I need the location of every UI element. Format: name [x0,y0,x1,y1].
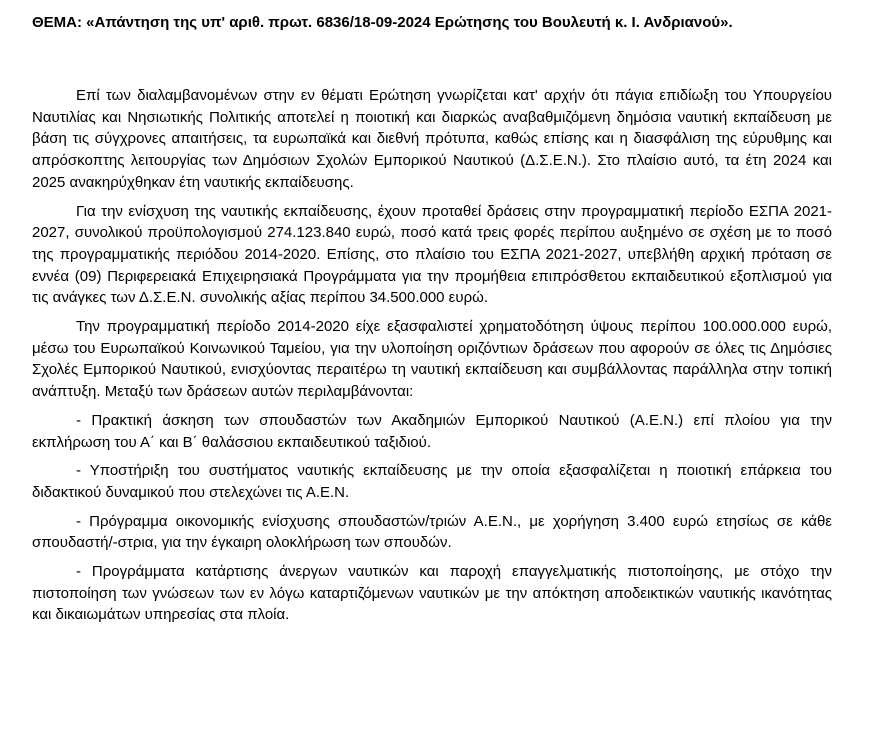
paragraph-espa-funding: Για την ενίσχυση της ναυτικής εκπαίδευσης, έχουν προταθεί δράσεις στην προγραμματική περίοδο ΕΣΠΑ 2021-2027, συνολικού προϋπολογισμού 274.123.840 ευρώ, ποσό κατά τρεις φορές περίπου αυξημένο σε σχέση με το ποσό της προγραμματικής περιόδου 2014-2020. Επίσης, στο πλαίσιο του ΕΣΠΑ 2021-2027, υπεβλήθη αρχική πρόταση σε εννέα (09) Περιφερειακά Επιχειρησιακά Προγράμματα για την προμήθεια επιπρόσθετου εκπαιδευτικού εξοπλισμού για τις ανάγκες των Δ.Σ.Ε.Ν. συνολικής αξίας περίπου 34.500.000 ευρώ. [32,202,832,307]
list-item-unemployed-training: - Προγράμματα κατάρτισης άνεργων ναυτικών και παροχή επαγγελματικής πιστοποίησης, με στόχο την πιστοποίηση των γνώσεων των εν λόγω καταρτιζόμενων ναυτικών με την απόκτηση αποδεικτικών ναυτικής ικανότητας και δικαιωμάτων υπηρεσίας στα πλοία. [32,563,832,624]
document-body [32,85,832,626]
list-item-practical-training: - Πρακτική άσκηση των σπουδαστών των Ακαδημιών Εμπορικού Ναυτικού (Α.Ε.Ν.) επί πλοίου για την εκπλήρωση του Α΄ και Β΄ θαλάσσιου εκπαιδευτικού ταξιδιού. [32,411,832,451]
subject-heading: ΘΕΜΑ: «Απάντηση της υπ' αριθ. πρωτ. 6836/18-09-2024 Ερώτησης του Βουλευτή κ. Ι. Ανδριανού». [32,14,733,31]
list-item-student-support: - Πρόγραμμα οικονομικής ενίσχυσης σπουδαστών/τριών Α.Ε.Ν., με χορήγηση 3.400 ευρώ ετησίως σε κάθε σπουδαστή/-στρια, για την έγκαιρη ολοκλήρωση των σπουδών. [32,512,832,552]
paragraph-previous-period: Την προγραμματική περίοδο 2014-2020 είχε εξασφαλιστεί χρηματοδότηση ύψους περίπου 100.000.000 ευρώ, μέσω του Ευρωπαϊκού Κοινωνικού Ταμείου, για την υλοποίηση οριζόντιων δράσεων που αφορούν σε όλες τις Δημόσιες Σχολές Εμπορικού Ναυτικού, ενισχύοντας περαιτέρω τη ναυτική εκπαίδευση και συμβάλλοντας παράλληλα στην τοπική ανάπτυξη. Μεταξύ των δράσεων αυτών περιλαμβάνονται: [32,318,832,401]
paragraph-intro: Επί των διαλαμβανομένων στην εν θέματι Ερώτηση γνωρίζεται κατ' αρχήν ότι πάγια επιδίωξη του Υπουργείου Ναυτιλίας και Νησιωτικής Πολιτικής αποτελεί η ποιοτική και διαρκώς αναβαθμιζόμενη δημόσια ναυτική εκπαίδευση με βάση τις σύγχρονες απαιτήσεις, τα ευρωπαϊκά και διεθνή πρότυπα, καθώς επίσης και η διασφάλιση της εύρυθμης και απρόσκοπτης λειτουργίας των Δημόσιων Σχολών Εμπορικού Ναυτικού (Δ.Σ.Ε.Ν.). Στο πλαίσιο αυτό, τα έτη 2024 και 2025 ανακηρύχθηκαν έτη ναυτικής εκπαίδευσης. [32,87,832,191]
document-page [32,0,832,626]
list-item-teaching-staff: - Υποστήριξη του συστήματος ναυτικής εκπαίδευσης με την οποία εξασφαλίζεται η ποιοτική επάρκεια του διδακτικού δυναμικού που στελεχώνει τις Α.Ε.Ν. [32,462,832,501]
